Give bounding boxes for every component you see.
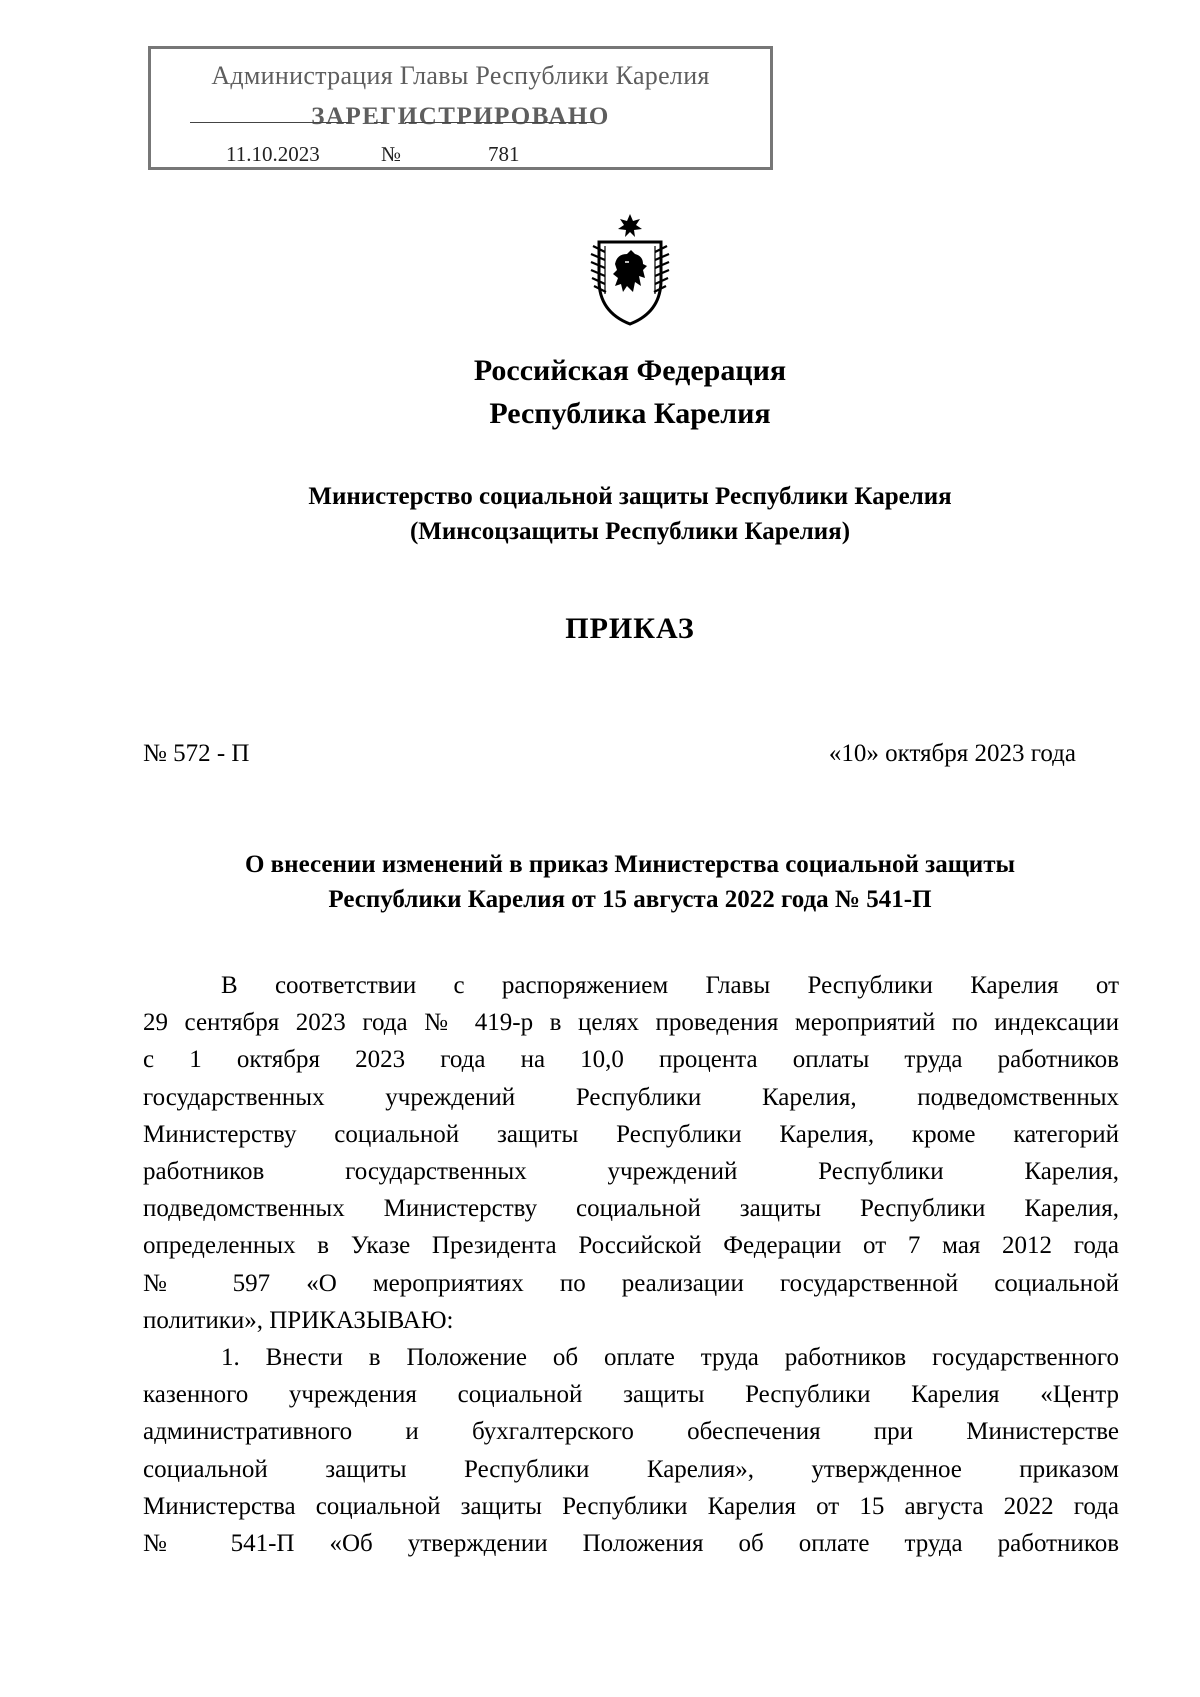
body-line: казенного учреждения социальной защиты Республики Карелия «Центр bbox=[143, 1381, 1119, 1409]
body-line: административного и бухгалтерского обеспечения при Министерстве bbox=[143, 1418, 1119, 1446]
country-heading: Российская Федерация bbox=[473, 354, 787, 387]
stamp-gap-underline bbox=[374, 122, 384, 123]
body-paragraph-1 bbox=[143, 967, 1119, 1339]
stamp-authority: Администрация Главы Республики Карелия bbox=[211, 61, 710, 90]
stamp-number-underline bbox=[405, 122, 595, 123]
body-line: политики», ПРИКАЗЫВАЮ: bbox=[143, 1306, 454, 1334]
order-date: «10» октября 2023 года bbox=[828, 740, 1076, 767]
body-line: 29 сентября 2023 года № 419-р в целях проведения мероприятий по индексации bbox=[143, 1009, 1119, 1037]
stamp-date-underline bbox=[190, 122, 350, 123]
body-line: определенных в Указе Президента Российской Федерации от 7 мая 2012 года bbox=[143, 1232, 1119, 1260]
body-line: 1. Внести в Положение об оплате труда работников государственного bbox=[221, 1344, 1119, 1371]
body-line: работников государственных учреждений Республики Карелия, bbox=[143, 1157, 1119, 1185]
body-line: Министерства социальной защиты Республики Карелия от 15 августа 2022 года bbox=[143, 1492, 1119, 1520]
stamp-status: ЗАРЕГИСТРИРОВАНО bbox=[311, 103, 610, 130]
body-line: Министерству социальной защиты Республики Карелия, кроме категорий bbox=[143, 1120, 1119, 1148]
body-line: с 1 октября 2023 года на 10,0 процента оплаты труда работников bbox=[143, 1046, 1119, 1074]
body-line: № 541-П «Об утверждении Положения об оплате труда работников bbox=[143, 1529, 1119, 1557]
body-line: В соответствии с распоряжением Главы Республики Карелия от bbox=[221, 972, 1119, 999]
ministry-heading: Министерство социальной защиты Республики Карелия bbox=[308, 483, 952, 510]
body-line: государственных учреждений Республики Карелия, подведомственных bbox=[143, 1083, 1119, 1111]
stamp-number-sign: № bbox=[381, 142, 402, 166]
body-line: подведомственных Министерству социальной защиты Республики Карелия, bbox=[143, 1195, 1119, 1223]
stamp-date: 11.10.2023 bbox=[226, 142, 320, 166]
body-paragraph-2 bbox=[143, 1339, 1119, 1562]
document-title-line-1: О внесении изменений в приказ Министерства социальной защиты bbox=[244, 851, 1016, 878]
karelia-coat-of-arms-icon bbox=[585, 212, 675, 327]
body-line: социальной защиты Республики Карелия», утвержденное приказом bbox=[143, 1455, 1119, 1483]
document-type-heading: ПРИКАЗ bbox=[565, 612, 695, 645]
order-number: № 572 - П bbox=[143, 740, 250, 767]
document-title-line-2: Республики Карелия от 15 августа 2022 года № 541-П bbox=[328, 886, 932, 913]
stamp-number: 781 bbox=[488, 142, 520, 166]
ministry-short-heading: (Минсоцзащиты Республики Карелия) bbox=[409, 518, 851, 545]
body-line: № 597 «О мероприятиях по реализации государственной социальной bbox=[143, 1269, 1119, 1297]
region-heading: Республика Карелия bbox=[489, 397, 771, 430]
